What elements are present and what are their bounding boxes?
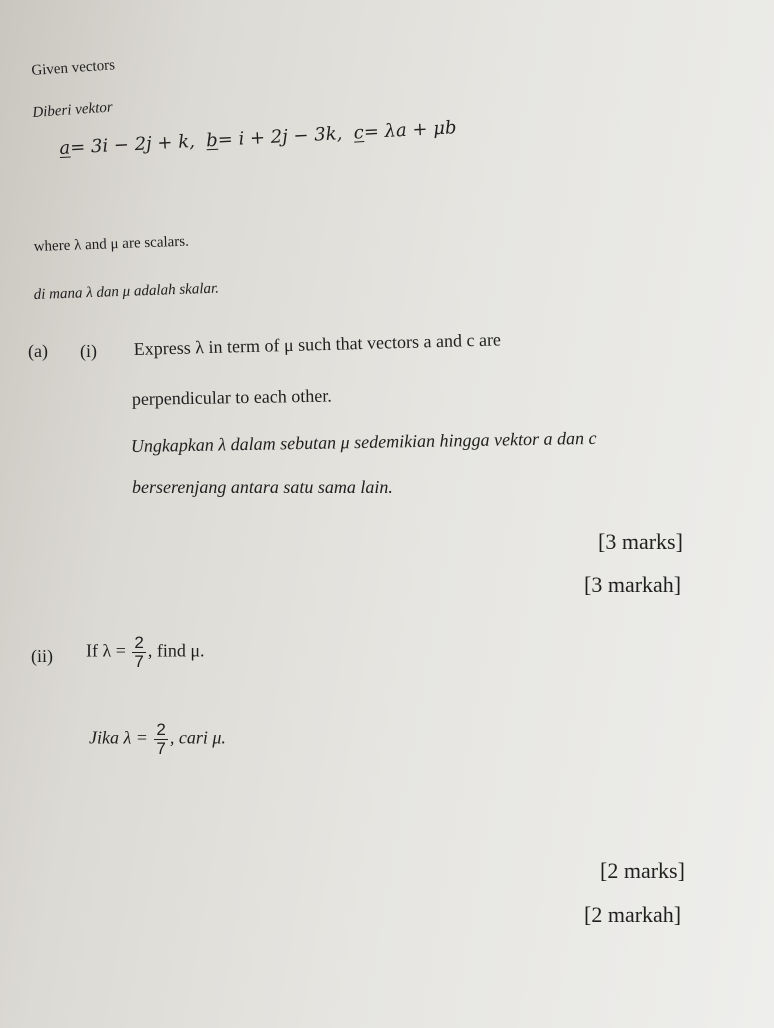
fraction-numerator-ms: 2: [156, 720, 166, 739]
question-a-i-en-line2: perpendicular to each other.: [131, 385, 332, 409]
question-a-i-en-line1: Express λ in term of μ such that vectors a and c are: [133, 329, 502, 359]
vector-c-name: c: [353, 122, 365, 144]
question-a-ii-ms-suffix: , cari μ.: [169, 727, 226, 748]
part-a-label: (a): [28, 341, 48, 361]
part-a-i-label: (i): [80, 341, 97, 361]
scalars-ms: di mana λ dan μ adalah skalar.: [33, 280, 220, 303]
vector-a-expr: = 3i − 2j + k: [69, 131, 190, 159]
given-vectors-en: Given vectors: [30, 57, 116, 79]
vector-a-name: a: [58, 137, 71, 159]
vector-b-name: b: [205, 129, 219, 152]
vector-c-expr: = λa + μb: [363, 117, 457, 144]
marks-a-ii-en: [2 marks]: [600, 858, 685, 883]
question-a-ii-ms: [89, 721, 226, 758]
vector-equations: a= 3i − 2j + k, b= i + 2j − 3k, c= λa + μb: [58, 117, 457, 159]
marks-a-ii-ms: [2 markah]: [584, 902, 682, 927]
question-a-i-ms-line1: Ungkapkan λ dalam sebutan μ sedemikian hingga vektor a dan c: [130, 427, 597, 456]
part-a-ii-label: (ii): [31, 646, 53, 666]
question-a-ii-en: [86, 634, 205, 671]
vector-b-expr: = i + 2j − 3k: [217, 123, 338, 151]
question-a-ii-ms-prefix: Jika λ =: [89, 727, 148, 748]
marks-a-i-en: [3 marks]: [598, 529, 683, 554]
given-vectors-ms: Diberi vektor: [31, 99, 114, 121]
fraction-two-sevenths-ms: [154, 721, 167, 758]
question-a-ii-en-prefix: If λ =: [86, 640, 126, 661]
scalars-en: where λ and μ are scalars.: [33, 233, 190, 255]
question-a-i-ms-line2: berserenjang antara satu sama lain.: [132, 477, 393, 497]
fraction-two-sevenths: [132, 634, 145, 671]
fraction-denominator-ms: 7: [156, 739, 166, 759]
fraction-denominator: 7: [134, 652, 144, 672]
fraction-numerator: 2: [134, 633, 144, 652]
question-a-ii-en-suffix: , find μ.: [147, 640, 205, 661]
marks-a-i-ms: [3 markah]: [584, 572, 682, 597]
